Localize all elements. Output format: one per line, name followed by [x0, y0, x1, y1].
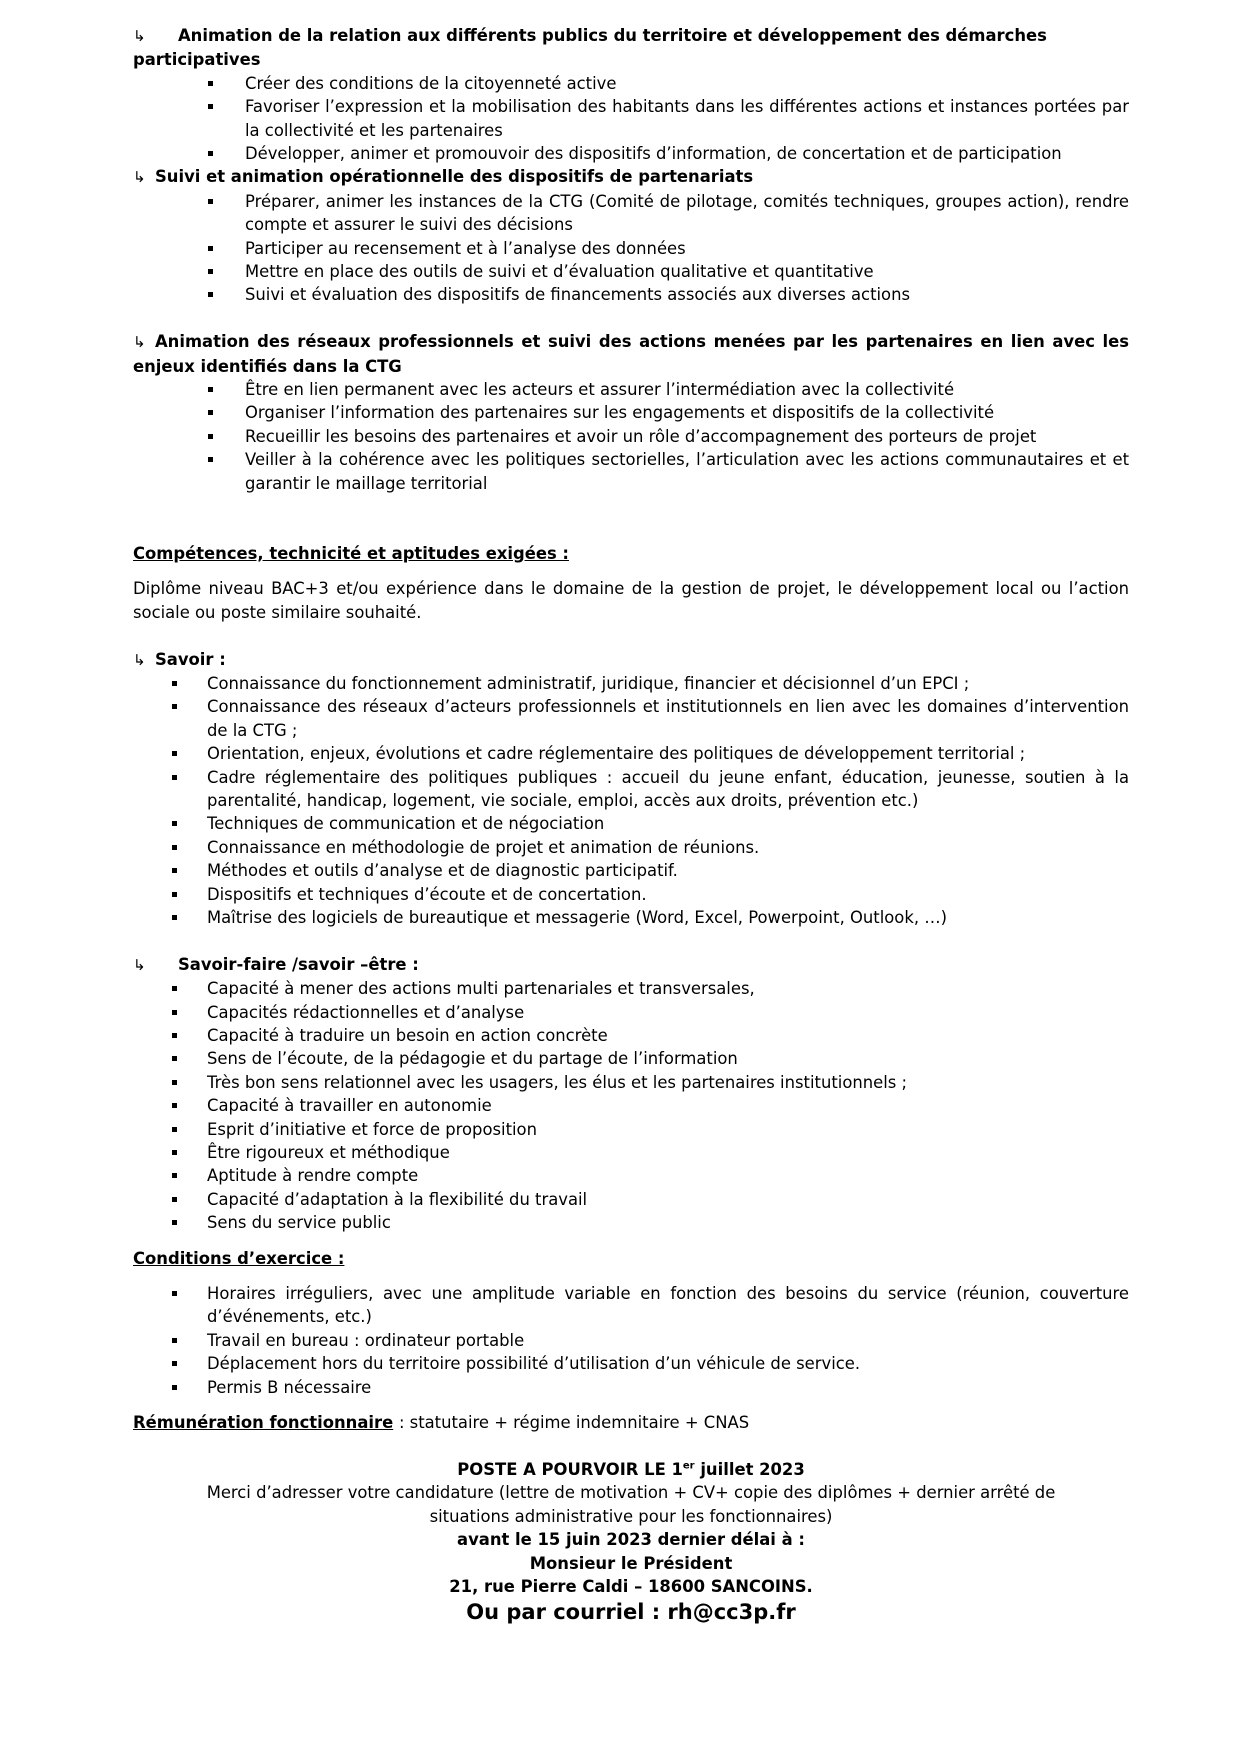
bullet-list: [133, 672, 1129, 929]
square-bullet-icon: [208, 81, 213, 86]
square-bullet-icon: [172, 986, 177, 991]
list-item: Créer des conditions de la citoyenneté active: [133, 72, 1129, 95]
remuneration-label: Rémunération fonctionnaire: [133, 1413, 394, 1433]
square-bullet-icon: [208, 199, 213, 204]
section-heading-savoir: ↳ Savoir :: [133, 648, 1129, 672]
list-item: Méthodes et outils d’analyse et de diagnostic participatif.: [133, 859, 1129, 882]
competences-intro: Diplôme niveau BAC+3 et/ou expérience dans le domaine de la gestion de projet, le développement local ou l’action sociale ou poste similaire souhaité.: [133, 579, 1129, 622]
list-item: Permis B nécessaire: [133, 1376, 1129, 1399]
square-bullet-icon: [172, 1291, 177, 1296]
list-item: Connaissance en méthodologie de projet et animation de réunions.: [133, 836, 1129, 859]
list-item: Recueillir les besoins des partenaires et avoir un rôle d’accompagnement des porteurs de projet: [133, 425, 1129, 448]
square-bullet-icon: [172, 821, 177, 826]
square-bullet-icon: [208, 387, 213, 392]
square-bullet-icon: [208, 269, 213, 274]
square-bullet-icon: [208, 410, 213, 415]
square-bullet-icon: [172, 868, 177, 873]
arrow-down-right-icon: ↳: [133, 27, 146, 45]
square-bullet-icon: [172, 845, 177, 850]
list-item: Organiser l’information des partenaires sur les engagements et dispositifs de la collectivité: [133, 401, 1129, 424]
bullet-list: [133, 190, 1129, 307]
list-item: Veiller à la cohérence avec les politiques sectorielles, l’articulation avec les actions communautaires et et garantir le maillage territorial: [133, 448, 1129, 495]
list-item: Très bon sens relationnel avec les usagers, les élus et les partenaires institutionnels ;: [133, 1071, 1129, 1094]
square-bullet-icon: [172, 1103, 177, 1108]
candidature-instructions-2: situations administrative pour les fonctionnaires): [429, 1506, 833, 1526]
section-heading: ↳ Animation de la relation aux différents publics du territoire et développement des démarches participatives: [133, 26, 1047, 70]
square-bullet-icon: [172, 1220, 177, 1225]
square-bullet-icon: [172, 681, 177, 686]
list-item: Mettre en place des outils de suivi et d’évaluation qualitative et quantitative: [133, 260, 1129, 283]
list-item: Être rigoureux et méthodique: [133, 1141, 1129, 1164]
section-heading: ↳ Animation des réseaux professionnels et suivi des actions menées par les partenaires en lien avec les enjeux identifiés dans la CTG: [133, 332, 1129, 376]
square-bullet-icon: [208, 457, 213, 462]
list-item: Capacité à mener des actions multi partenariales et transversales,: [133, 977, 1129, 1000]
list-item: Capacité à traduire un besoin en action concrète: [133, 1024, 1129, 1047]
square-bullet-icon: [172, 1385, 177, 1390]
list-item: Esprit d’initiative et force de proposition: [133, 1118, 1129, 1141]
square-bullet-icon: [172, 1080, 177, 1085]
list-item: Connaissance du fonctionnement administratif, juridique, financier et décisionnel d’un EPCI ;: [133, 672, 1129, 695]
arrow-down-right-icon: ↳: [133, 650, 146, 669]
list-item: Capacité à travailler en autonomie: [133, 1094, 1129, 1117]
remuneration-line: [133, 1411, 1129, 1434]
arrow-down-right-icon: ↳: [133, 168, 146, 187]
bullet-list: [133, 977, 1129, 1234]
square-bullet-icon: [172, 704, 177, 709]
arrow-down-right-icon: ↳: [133, 333, 146, 352]
list-item: Aptitude à rendre compte: [133, 1164, 1129, 1187]
list-item: Techniques de communication et de négociation: [133, 812, 1129, 835]
square-bullet-icon: [208, 151, 213, 156]
list-item: Capacités rédactionnelles et d’analyse: [133, 1001, 1129, 1024]
bullet-list: [133, 1282, 1129, 1399]
section-title-conditions: Conditions d’exercice :: [133, 1248, 345, 1268]
square-bullet-icon: [172, 915, 177, 920]
list-item: Capacité d’adaptation à la flexibilité du travail: [133, 1188, 1129, 1211]
section-title-competences: Compétences, technicité et aptitudes exigées :: [133, 543, 569, 563]
square-bullet-icon: [172, 1173, 177, 1178]
section-heading: ↳ Suivi et animation opérationnelle des dispositifs de partenariats: [133, 165, 1129, 189]
square-bullet-icon: [172, 775, 177, 780]
square-bullet-icon: [172, 1010, 177, 1015]
list-item: Connaissance des réseaux d’acteurs professionnels et institutionnels en lien avec les domaines d’intervention de la CTG ;: [133, 695, 1129, 742]
remuneration-text: : statutaire + régime indemnitaire + CNAS: [398, 1413, 750, 1433]
square-bullet-icon: [172, 1338, 177, 1343]
square-bullet-icon: [208, 292, 213, 297]
square-bullet-icon: [172, 1033, 177, 1038]
square-bullet-icon: [172, 751, 177, 756]
square-bullet-icon: [208, 104, 213, 109]
list-item: Participer au recensement et à l’analyse des données: [133, 237, 1129, 260]
list-item: Être en lien permanent avec les acteurs et assurer l’intermédiation avec la collectivité: [133, 378, 1129, 401]
bullet-list: [133, 378, 1129, 495]
list-item: Développer, animer et promouvoir des dispositifs d’information, de concertation et de participation: [133, 142, 1129, 165]
square-bullet-icon: [172, 1127, 177, 1132]
section-heading-savoir-faire: ↳ Savoir-faire /savoir –être :: [133, 953, 1129, 977]
square-bullet-icon: [208, 434, 213, 439]
list-item: Dispositifs et techniques d’écoute et de concertation.: [133, 883, 1129, 906]
square-bullet-icon: [172, 1150, 177, 1155]
document-page: [133, 24, 1129, 1626]
square-bullet-icon: [208, 246, 213, 251]
list-item: Cadre réglementaire des politiques publiques : accueil du jeune enfant, éducation, jeunesse, soutien à la parentalité, handicap, logement, vie sociale, emploi, accès aux droits, prévention etc.): [133, 766, 1129, 813]
address: 21, rue Pierre Caldi – 18600 SANCOINS.: [449, 1576, 813, 1596]
recipient: Monsieur le Président: [529, 1553, 733, 1573]
list-item: Orientation, enjeux, évolutions et cadre réglementaire des politiques de développement territorial ;: [133, 742, 1129, 765]
list-item: Déplacement hors du territoire possibilité d’utilisation d’un véhicule de service.: [133, 1352, 1129, 1375]
list-item: Maîtrise des logiciels de bureautique et messagerie (Word, Excel, Powerpoint, Outlook, …): [133, 906, 1129, 929]
square-bullet-icon: [172, 1197, 177, 1202]
square-bullet-icon: [172, 892, 177, 897]
poste-date: POSTE A POURVOIR LE 1er juillet 2023: [457, 1459, 805, 1479]
square-bullet-icon: [172, 1361, 177, 1366]
candidature-instructions-1: Merci d’adresser votre candidature (lettre de motivation + CV+ copie des diplômes + dernier arrêté de: [206, 1483, 1056, 1503]
email-contact: Ou par courriel : rh@cc3p.fr: [466, 1600, 796, 1625]
list-item: Travail en bureau : ordinateur portable: [133, 1329, 1129, 1352]
list-item: Horaires irréguliers, avec une amplitude variable en fonction des besoins du service (réunion, couverture d’événements, etc.): [133, 1282, 1129, 1329]
list-item: Sens du service public: [133, 1211, 1129, 1234]
bullet-list: [133, 72, 1129, 166]
list-item: Préparer, animer les instances de la CTG (Comité de pilotage, comités techniques, groupes action), rendre compte et assurer le suivi des décisions: [133, 190, 1129, 237]
square-bullet-icon: [172, 1056, 177, 1061]
arrow-down-right-icon: ↳: [133, 955, 146, 974]
deadline: avant le 15 juin 2023 dernier délai à :: [457, 1530, 805, 1550]
list-item: Suivi et évaluation des dispositifs de financements associés aux diverses actions: [133, 283, 1129, 306]
list-item: Sens de l’écoute, de la pédagogie et du partage de l’information: [133, 1047, 1129, 1070]
list-item: Favoriser l’expression et la mobilisation des habitants dans les différentes actions et instances portées par la collectivité et les partenaires: [133, 95, 1129, 142]
